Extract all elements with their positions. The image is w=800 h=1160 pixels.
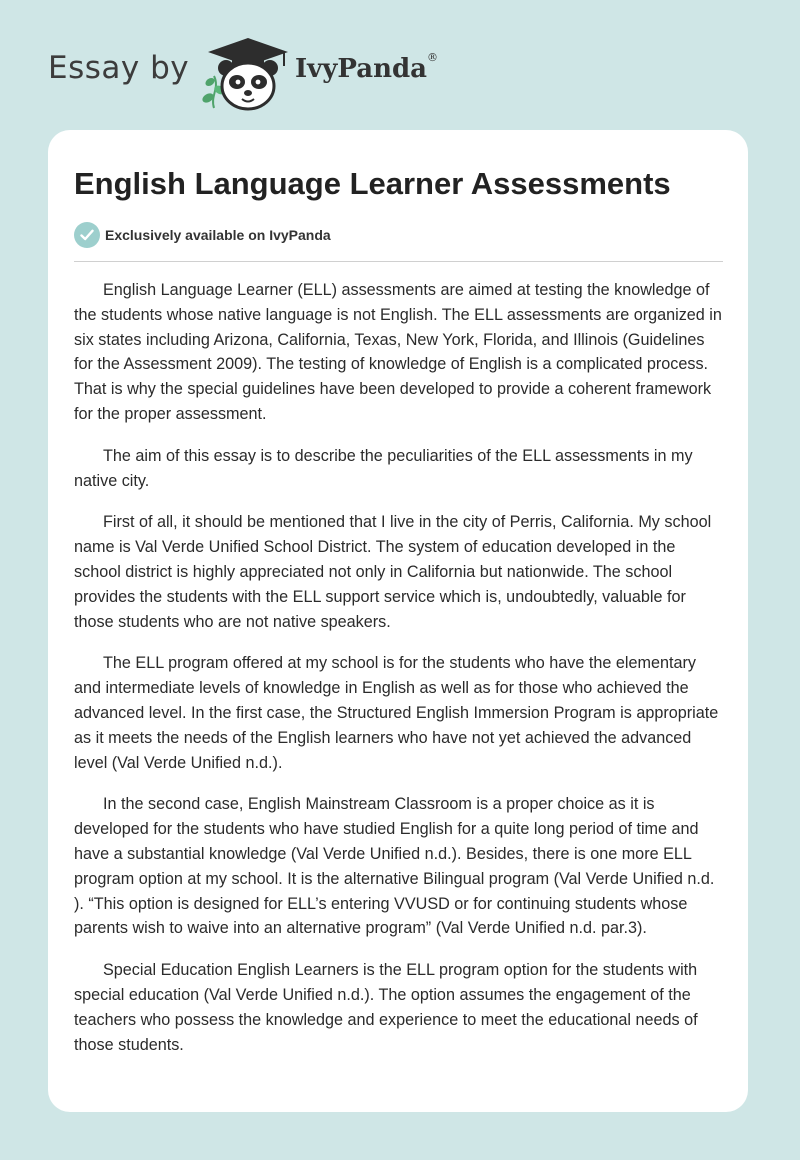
essay-title: English Language Learner Assessments — [74, 166, 671, 201]
panda-logo-icon[interactable] — [200, 36, 296, 112]
check-icon — [74, 222, 100, 248]
essay-by-label: Essay by — [48, 50, 190, 86]
divider — [74, 261, 723, 262]
essay-body — [74, 278, 726, 1074]
essay-card — [48, 130, 748, 1112]
site-header — [48, 34, 748, 114]
exclusive-label: Exclusively available on IvyPanda — [105, 227, 331, 243]
paragraph: English Language Learner (ELL) assessments are aimed at testing the knowledge of the students whose native language is not English. The ELL assessments are organized in six states including Arizona, California, Texas, New York, Florida, and Illinois (Guidelines for the Assessment 2009). The testing of knowledge of English is a complicated process. That is why the special guidelines have been developed to provide a coherent framework for the proper assessment. — [74, 281, 722, 423]
paragraph: The ELL program offered at my school is for the students who have the elementary and intermediate levels of knowledge in English as well as for those who achieved the advanced level. In the first case, the Structured English Immersion Program is appropriate as it meets the needs of the English learners who have not yet achieved the advanced level (Val Verde Unified n.d.). — [74, 654, 719, 772]
exclusive-badge — [74, 222, 724, 248]
paragraph: First of all, it should be mentioned that I live in the city of Perris, California. My school name is Val Verde Unified School District. The system of education developed in the school district is highly appreciated not only in California but nationwide. The school provides the students with the ELL support service which is, undoubtedly, valuable for those students who are not native speakers. — [74, 513, 712, 631]
paragraph: The aim of this essay is to describe the peculiarities of the ELL assessments in my native city. — [74, 446, 693, 490]
paragraph: Special Education English Learners is the ELL program option for the students with special education (Val Verde Unified n.d.). The option assumes the engagement of the teachers who possess the knowledge and experience to meet the educational needs of those students. — [74, 961, 698, 1054]
brand-text: IvyPanda — [295, 54, 428, 84]
paragraph: In the second case, English Mainstream Classroom is a proper choice as it is developed for the students who have studied English for a quite long period of time and have a substantial knowledge (Val Verde Unified n.d.). Besides, there is one more ELL program option at my school. It is the alternative Bilingual program (Val Verde Unified n.d. ). “This option is designed for ELL’s entering VVUSD or for continuing students whose parents wish to waive into an alternative program” (Val Verde Unified n.d. par.3). — [74, 795, 715, 938]
brand-name[interactable] — [295, 51, 439, 84]
registered-mark: ® — [427, 51, 439, 65]
